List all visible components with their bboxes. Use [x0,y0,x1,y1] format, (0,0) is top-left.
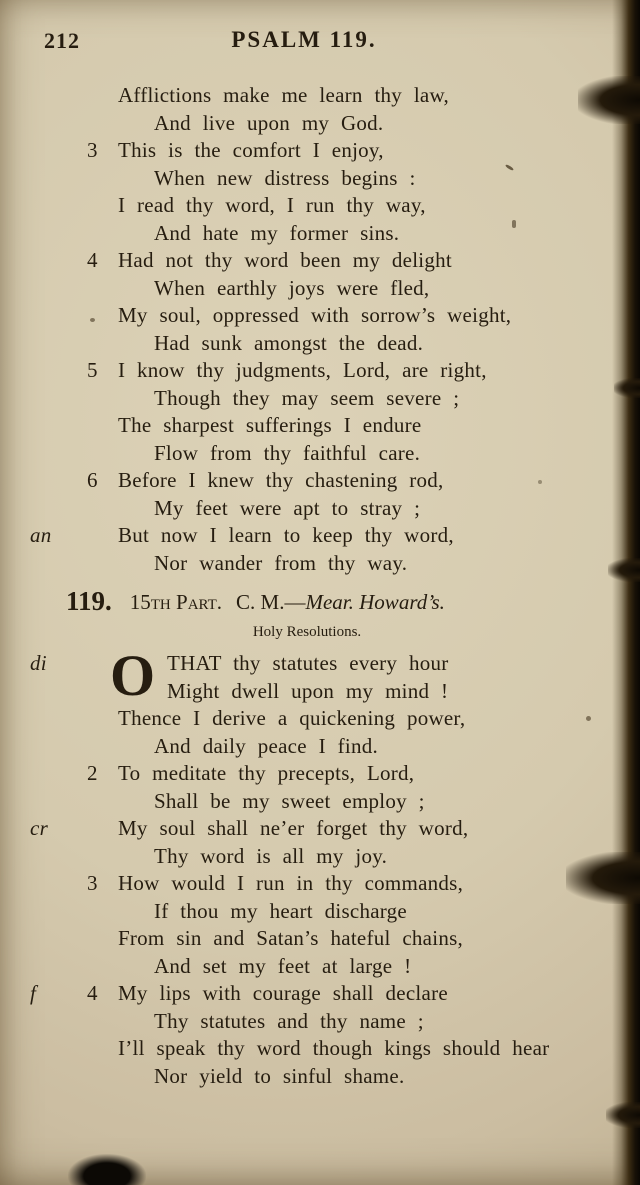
verse-text: Had sunk amongst the dead. [154,330,424,355]
hymn-line [0,467,640,495]
verse-text: From sin and Satan’s hateful chains, [118,926,464,950]
hymn-line [0,412,640,440]
verse-text: Thy word is all my joy. [154,843,388,868]
verse-text: I know thy judgments, Lord, are right, [118,358,487,382]
verse-text: Nor wander from thy way. [154,550,408,575]
hymn-line [0,220,640,248]
hymn-line [0,650,640,678]
page-edge-shadow [612,0,640,1185]
hymn-line [0,495,640,523]
hymn-119-15th-part-lines [0,643,640,1090]
paper-speck [538,480,542,484]
page-title: PSALM 119. [231,27,377,52]
hymn-line [0,385,640,413]
margin-expression-mark: di [30,651,47,675]
hymn-line [0,110,640,138]
hymn-part-label: 15th Part. [129,590,223,614]
hymn-line [0,870,640,898]
verse-text: Might dwell upon my mind ! [167,678,449,703]
margin-expression-mark: f [30,981,37,1005]
verse-text: My soul, oppressed with sorrow’s weight, [118,303,512,327]
paper-speck [90,318,95,322]
hymn-number: 119. [66,586,112,616]
hymn-line [0,522,640,550]
hymn-line [0,678,640,706]
verse-text: And live upon my God. [154,110,384,135]
verse-text: Afflictions make me learn thy law, [118,83,450,107]
hymn-line [0,760,640,788]
verse-text: How would I run in thy commands, [118,871,464,895]
hymn-line [0,82,640,110]
verse-text: Thy statutes and thy name ; [154,1008,424,1033]
hymn-line [0,705,640,733]
verse-text: And set my feet at large ! [154,953,412,978]
verse-text: But now I learn to keep thy word, [118,523,454,547]
verse-text: And hate my former sins. [154,220,400,245]
verse-text: Though they may seem severe ; [154,385,460,410]
verse-number: 5 [87,358,98,382]
verse-text: When earthly joys were fled, [154,275,430,300]
verse-number: 3 [87,138,98,162]
verse-text: I read thy word, I run thy way, [118,193,426,217]
verse-text: And daily peace I find. [154,733,379,758]
hymn-line [0,165,640,193]
hymn-line [0,440,640,468]
paper-speck [512,220,516,228]
drop-cap: O [110,643,156,708]
hymn-line [0,815,640,843]
verse-number: 6 [87,468,98,492]
margin-expression-mark: cr [30,816,48,840]
verse-number: 3 [87,871,98,895]
hymn-line [0,898,640,926]
hymn-line [0,980,640,1008]
page-number: 212 [44,28,80,53]
verse-text: If thou my heart discharge [154,898,407,923]
verse-text: My feet were apt to stray ; [154,495,421,520]
ink-blot [68,1154,146,1185]
hymn-subtitle: Holy Resolutions. [252,624,362,640]
hymn-line [0,788,640,816]
margin-expression-mark: an [30,523,52,547]
verse-text: Before I knew thy chastening rod, [118,468,444,492]
hymn-line [0,550,640,578]
verse-text: Had not thy word been my delight [118,248,452,272]
hymn-meter: C. M.— [236,590,306,614]
hymn-line [0,1063,640,1091]
verse-text: This is the comfort I enjoy, [118,138,384,162]
hymn-line [0,733,640,761]
hymn-line [0,302,640,330]
hymn-previous-part-lines [0,82,640,577]
verse-number: 4 [87,248,98,272]
hymn-heading [66,586,606,617]
verse-text: My soul shall ne’er forget thy word, [118,816,469,840]
hymn-line [0,1008,640,1036]
hymn-line [0,137,640,165]
verse-text: Flow from thy faithful care. [154,440,421,465]
hymn-line [0,275,640,303]
edge-stain [608,558,640,582]
edge-stain [606,1102,640,1128]
verse-number: 4 [87,981,98,1005]
verse-text: Thence I derive a quickening power, [118,706,466,730]
verse-text: Nor yield to sinful shame. [154,1063,405,1088]
hymn-line [0,192,640,220]
hymn-line [0,953,640,981]
verse-text: To meditate thy precepts, Lord, [118,761,415,785]
hymn-tune-names: Mear. Howard’s. [305,590,445,614]
hymn-line [0,247,640,275]
edge-stain [566,852,640,904]
page-header [0,27,608,57]
verse-text: Shall be my sweet employ ; [154,788,425,813]
verse-text: The sharpest sufferings I endure [118,413,422,437]
edge-stain [614,378,640,398]
paper-speck [586,716,591,721]
verse-number: 2 [87,761,98,785]
hymn-line [0,330,640,358]
hymn-line [0,357,640,385]
edge-stain [578,76,640,124]
verse-text: My lips with courage shall declare [118,981,448,1005]
hymn-line [0,925,640,953]
hymn-line [0,843,640,871]
verse-text: I’ll speak thy word though kings should hear [118,1036,550,1060]
verse-text: When new distress begins : [154,165,416,190]
verse-text: THAT thy statutes every hour [167,651,449,675]
hymn-line [0,1035,640,1063]
